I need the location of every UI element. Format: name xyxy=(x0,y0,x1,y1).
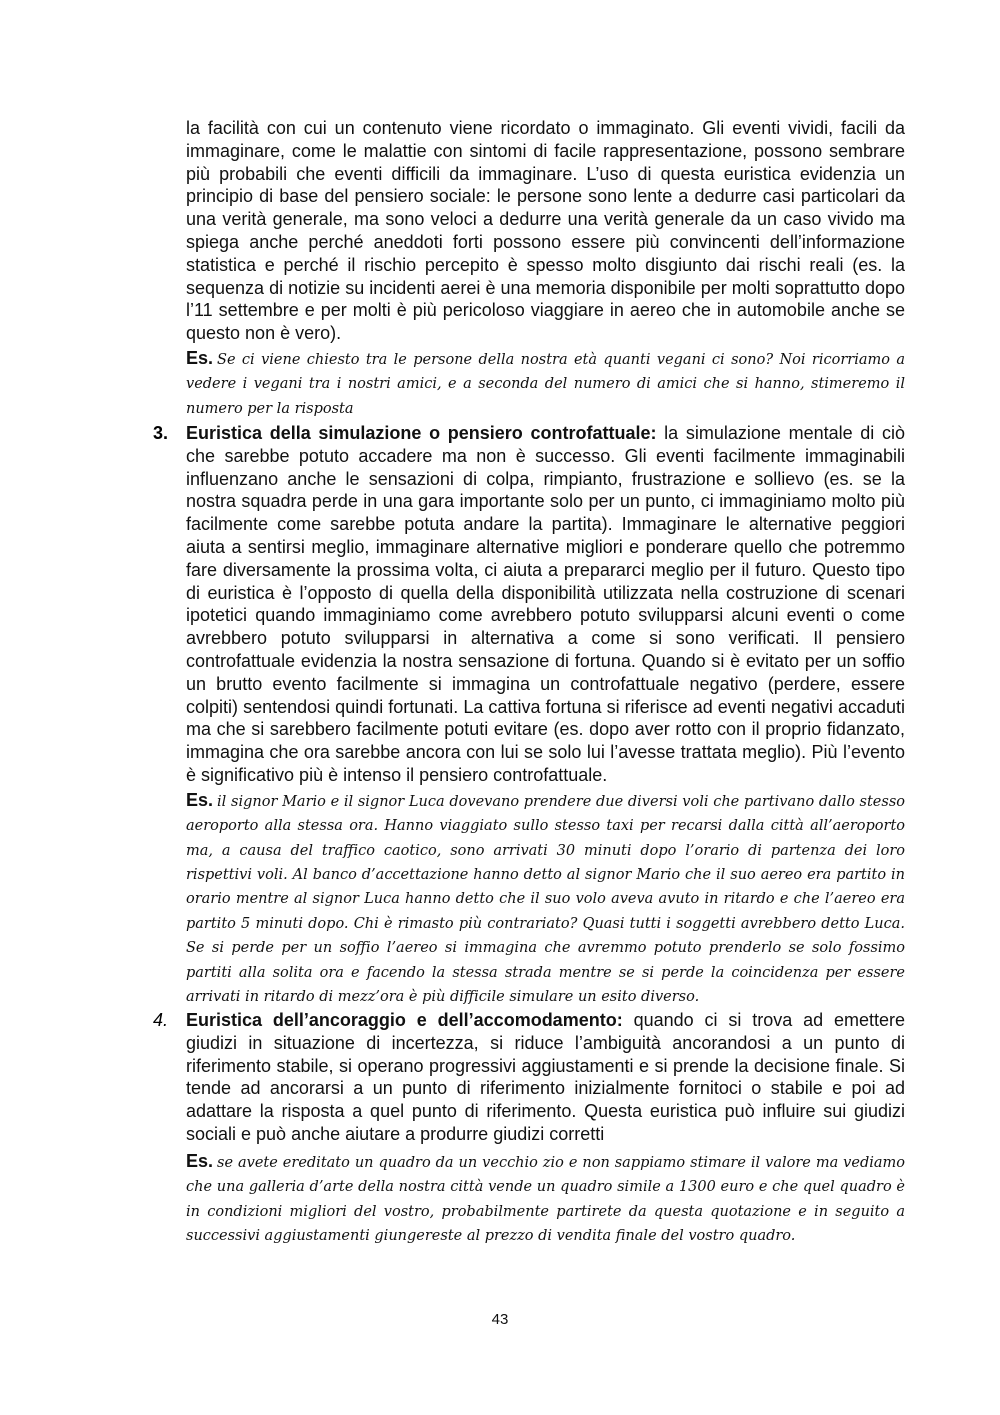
example-label: Es. xyxy=(186,789,214,810)
page-number: 43 xyxy=(491,1311,509,1328)
item-title: Euristica della simulazione o pensiero controfattuale: xyxy=(186,423,657,443)
example-block xyxy=(186,788,905,1010)
example-text: se avete ereditato un quadro da un vecchio zio e non sappiamo stimare il valore ma vediamo che una galleria d’arte della nostra città vende un quadro simile a 1300 euro e che quel quadro è in condizioni migliori del vostro, probabilmente partirete da questa quotazione e in seguito a successivi aggiustamenti giungereste al prezzo di vendita finale del vostro quadro. xyxy=(186,1154,905,1244)
item-text: la simulazione mentale di ciò che sarebbe potuto accadere ma non è successo. Gli eventi facilmente immaginabili influenzano anche le sensazioni di colpa, rimpianto, frustrazione e sollievo (es. se la nostra squadra perde in una gara importante solo per un punto, ci immaginiamo molto più facilmente come sarebbe potuta andare la partita). Immaginare le alternative peggiori aiuta a sentirsi meglio, immaginare alternative migliori e ponderare quello che potremmo fare diversamente la prossima volta, ci aiuta a prepararci meglio per il futuro. Questo tipo di euristica è l’opposto di quella della disponibilità utilizzata nella costruzione di scenari ipotetici quando immaginiamo come avrebbero potuto svilupparsi alcuni eventi o come avrebbero potuto svilupparsi in alternativa a come si sono verificati. Il pensiero controfattuale evidenzia la nostra sensazione di fortuna. Quando si è evitato per un soffio un brutto evento facilmente si immagina un controfattuale negativo (perdere, essere colpiti) sentendosi quindi fortunati. La cattiva fortuna si riferisce ad eventi negativi accaduti ma che si sarebbero facilmente potuti evitare (es. dopo aver rotto con il proprio fidanzato, immagina che ora sarebbe ancora con lui se solo lui l’avesse trattata meglio). Più l’evento è significativo più è intenso il pensiero controfattuale. xyxy=(186,423,905,785)
example-text: il signor Mario e il signor Luca dovevano prendere due diversi voli che partivano dallo stesso aeroporto alla stessa ora. Hanno viaggiato sullo stesso taxi per recarsi dalla città all’aeroporto ma, a causa del traffico caotico, sono arrivati 30 minuti dopo l’orario di partenza dei loro rispettivi voli. Al banco d’accettazione hanno detto al signor Mario che il suo aereo era partito in orario mentre al signor Luca hanno detto che il suo volo aveva avuto in ritardo e che l’aereo era partito 5 minuti dopo. Chi è rimasto più contrariato? Quasi tutti i soggetti avrebbero detto Luca. Se si perde per un soffio l’aereo si immagina che avremmo potuto prenderlo se solo fossimo partiti alla solita ora e facendo la stessa strada mentre se si perde la coincidenza per essere arrivati in ritardo di mezz’ora è più difficile simulare un esito diverso. xyxy=(186,793,905,1005)
item-title: Euristica dell’ancoraggio e dell’accomodamento: xyxy=(186,1010,623,1030)
list-number-3: 3. xyxy=(153,423,169,443)
example-label: Es. xyxy=(186,347,214,368)
example-text: Se ci viene chiesto tra le persone della nostra età quanti vegani ci sono? Noi ricorriamo a vedere i vegani tra i nostri amici, e a seconda del numero di amici che si hanno, stimeremo il numero per la risposta xyxy=(186,351,905,417)
list-item-simulation-heuristic xyxy=(186,422,905,1009)
item-text: quando ci si trova ad emettere giudizi in situazione di incertezza, si riduce l’ambiguità ancorandosi a un punto di riferimento stabile, si operano progressivi aggiustamenti e si prende la decisione finale. Si tende ad ancorarsi a un punto di riferimento inizialmente fornitoci o stabile e poi ad adattare la risposta a quel punto di riferimento. Questa euristica può influire sui giudizi sociali e può anche aiutare a produrre giudizi corretti xyxy=(186,1010,906,1144)
example-block xyxy=(186,346,905,421)
paragraph-text: la facilità con cui un contenuto viene ricordato o immaginato. Gli eventi vividi, facili da immaginare, come le malattie con sintomi di facile rappresentazione, possono sembrare più probabili che eventi difficili da immaginare. L’uso di questa euristica evidenzia un principio di base del pensiero sociale: le persone sono lente a dedurre casi particolari da una verità generale, ma sono veloci a dedurre una verità generale da un caso vivido ma spiega anche perché aneddoti forti possono essere più convincenti dell’informazione statistica e perché il rischio percepito è spesso molto disgiunto dai rischi reali (es. la sequenza di notizie su incidenti aerei è una memoria disponibile per molti soprattutto dopo l’11 settembre e per molti è più pericoloso viaggiare in aereo che in automobile anche se questo non è vero). xyxy=(186,118,905,344)
example-label: Es. xyxy=(186,1150,214,1171)
example-block xyxy=(186,1149,905,1249)
list-number-4: 4. xyxy=(153,1010,169,1030)
paragraph-availability-continuation xyxy=(186,117,905,421)
list-item-anchoring-heuristic xyxy=(186,1009,905,1248)
